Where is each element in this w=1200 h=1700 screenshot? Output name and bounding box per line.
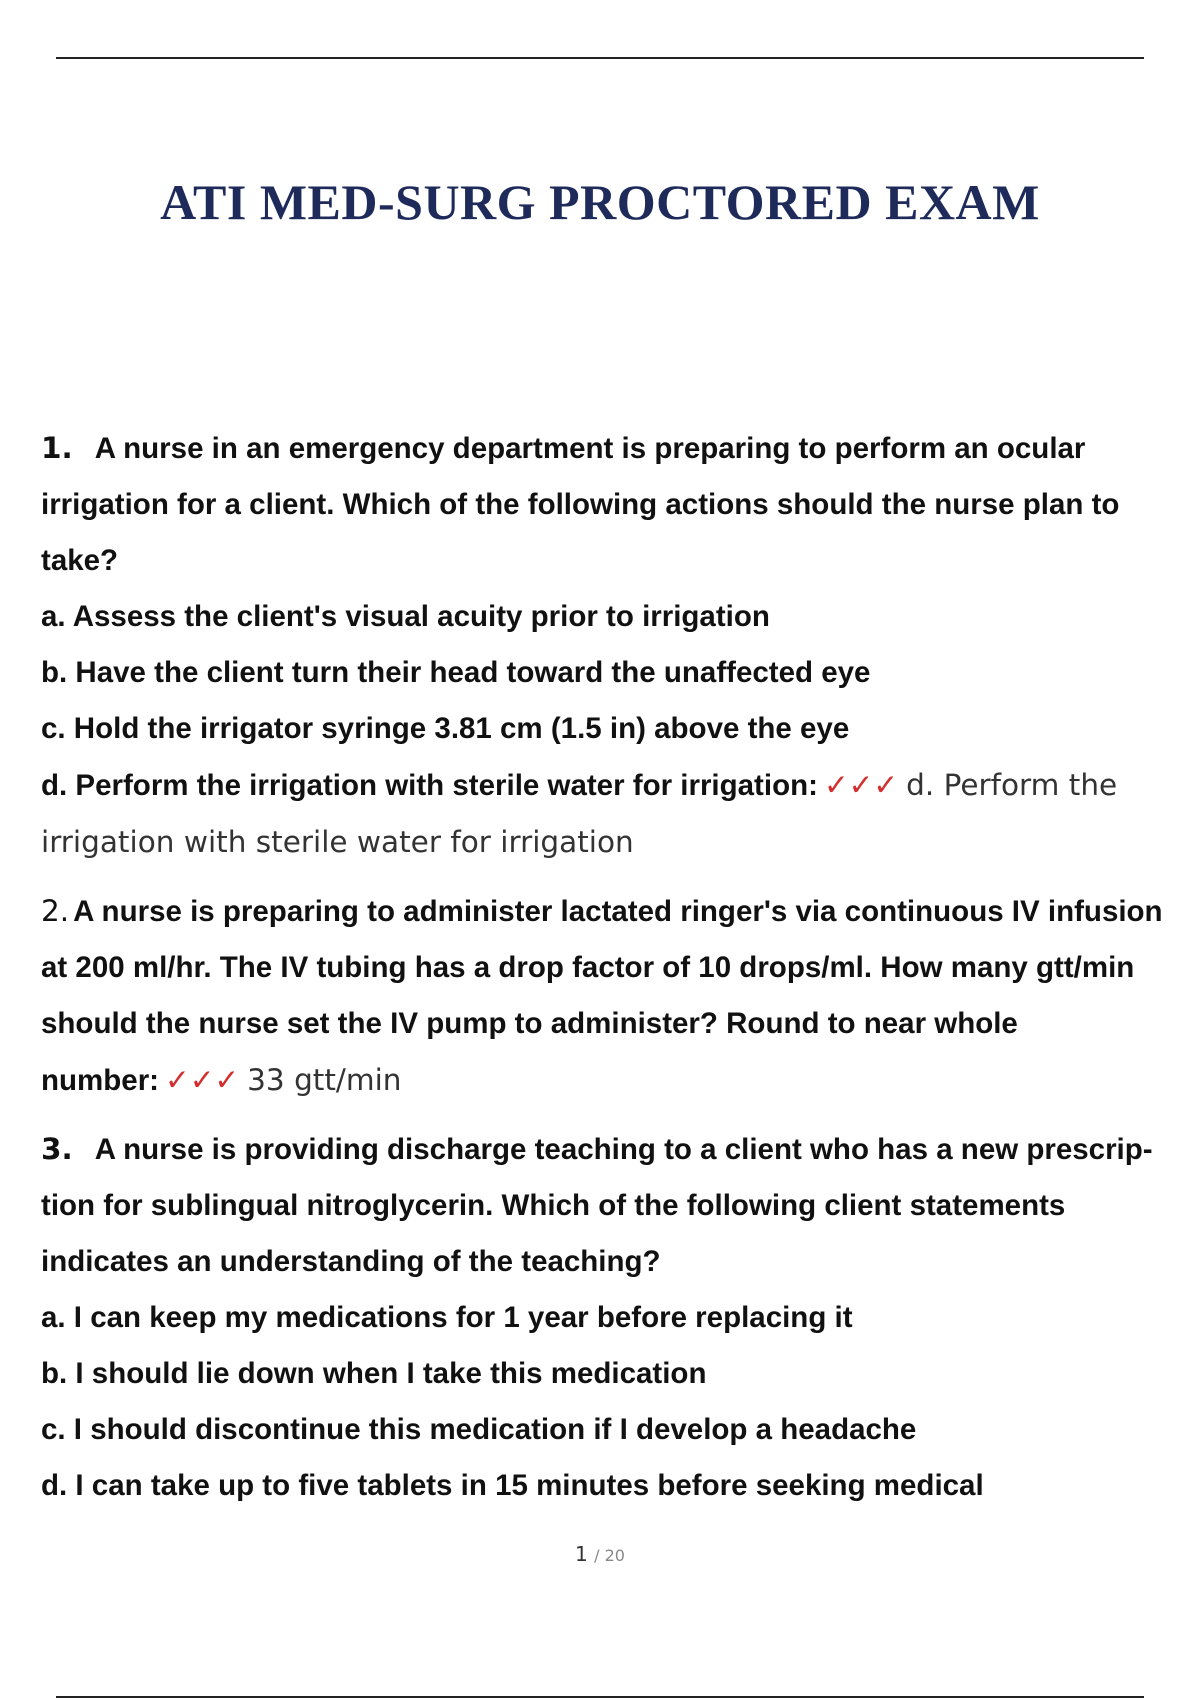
bottom-rule [56, 1696, 1144, 1698]
document-title: ATI MED-SURG PROCTORED EXAM [160, 173, 1040, 230]
total-pages: / 20 [594, 1546, 625, 1565]
option-d: d. Perform the irrigation with sterile water for irrigation: [41, 769, 818, 802]
option-b: b. I should lie down when I take this medication [41, 1357, 707, 1390]
question-number: 2. [41, 894, 70, 928]
question-number: 3. [41, 1132, 73, 1166]
option-a: a. Assess the client's visual acuity prior to irrigation [41, 600, 770, 633]
question-text: A nurse is providing discharge teaching to a client who has a new prescrip- tion for sublingual nitroglycerin. Which of the following client statements indicates an understanding of the teaching? [41, 1133, 1153, 1278]
page-indicator [0, 1542, 1200, 1566]
checkmark-icon: ✓✓✓ [823, 768, 899, 802]
option-c: c. Hold the irrigator syringe 3.81 cm (1.5 in) above the eye [41, 712, 850, 745]
question-list [41, 420, 1166, 1514]
question-3 [41, 1121, 1166, 1514]
question-2 [41, 883, 1166, 1109]
question-text: A nurse is preparing to administer lactated ringer's via continuous IV infusion at 200 ml/hr. The IV tubing has a drop factor of 10 drops/ml. How many gtt/min should the nurse set the IV pump to administer? Round to near whole number: [41, 895, 1163, 1097]
top-rule [56, 57, 1144, 59]
answer-text: 33 gtt/min [247, 1063, 402, 1097]
current-page: 1 [575, 1542, 588, 1566]
question-text: A nurse in an emergency department is preparing to perform an ocular irrigation for a client. Which of the following actions should the nurse plan to take? [41, 432, 1120, 577]
answer-text: d. Perform the irrigation with sterile water for irrigation [41, 768, 1118, 859]
option-c: c. I should discontinue this medication if I develop a headache [41, 1413, 917, 1446]
option-b: b. Have the client turn their head toward the unaffected eye [41, 656, 871, 689]
option-d: d. I can take up to five tablets in 15 minutes before seeking medical [41, 1469, 984, 1502]
question-number: 1. [41, 431, 73, 465]
question-1 [41, 420, 1166, 871]
checkmark-icon: ✓✓✓ [165, 1063, 240, 1097]
option-a: a. I can keep my medications for 1 year before replacing it [41, 1301, 853, 1334]
